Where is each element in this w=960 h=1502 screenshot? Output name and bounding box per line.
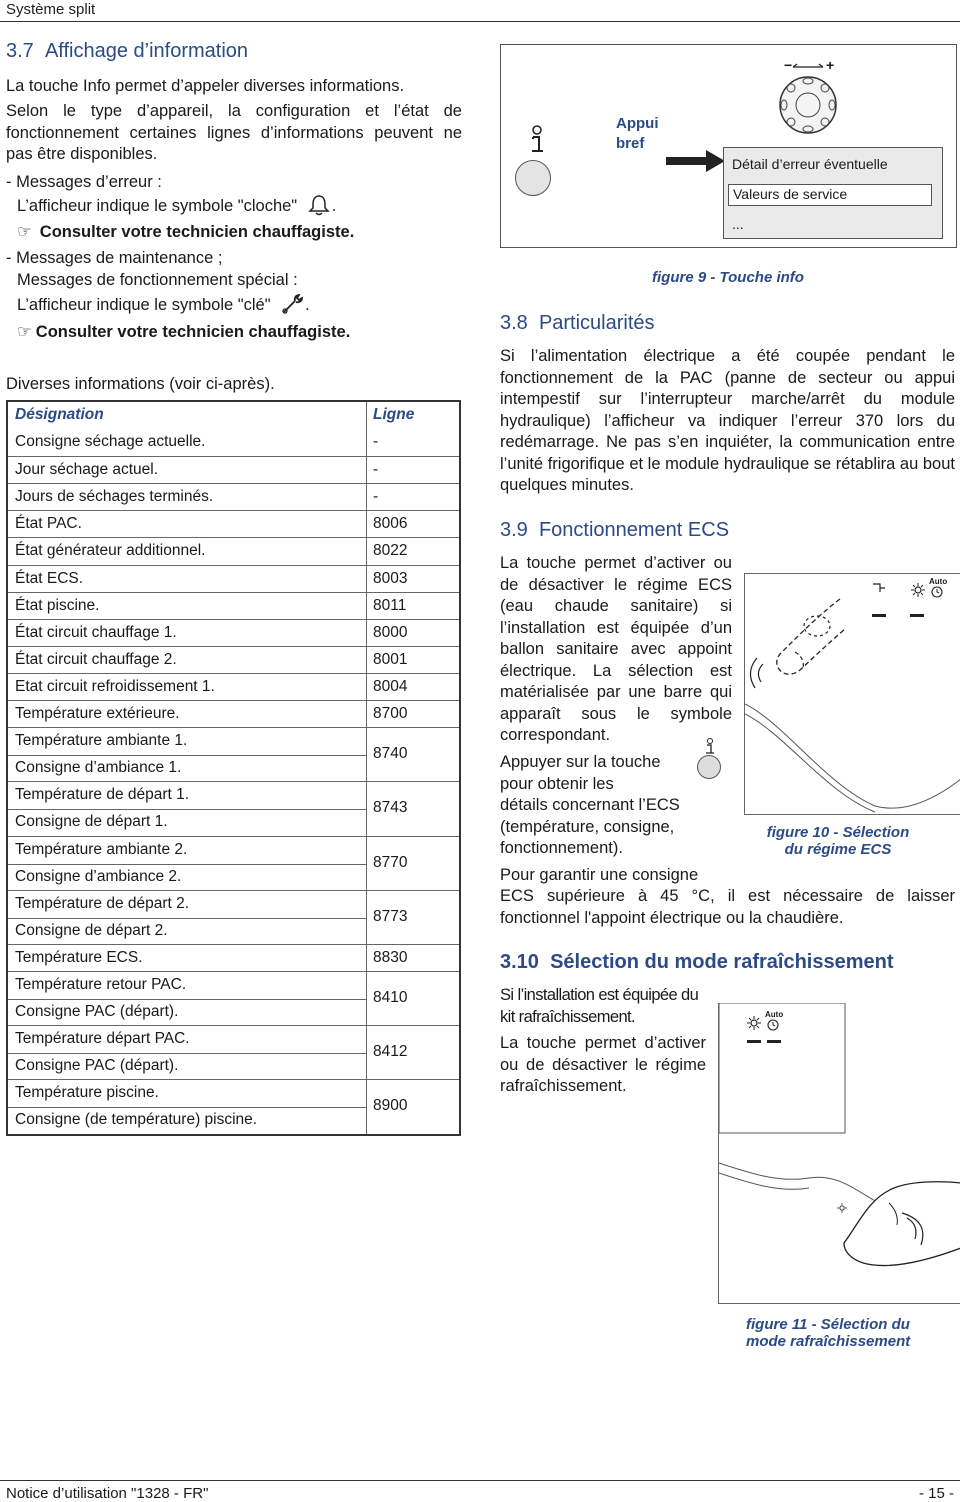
auto-label: Auto: [765, 1010, 784, 1019]
row-designation: Température ECS.: [15, 948, 143, 966]
row-line: 8773: [373, 907, 408, 925]
column-divider: [366, 538, 367, 564]
table-row: [8, 592, 459, 619]
consult-note-2: [17, 322, 350, 344]
section-3-8-heading: [500, 312, 655, 335]
row-line: 8743: [373, 799, 408, 817]
error-desc-end: .: [331, 197, 337, 215]
info-button[interactable]: [697, 755, 721, 779]
table-row-pair: [8, 781, 459, 835]
section-3-9-body-2d: (température, consigne,: [500, 818, 675, 836]
consult-text-1: Consulter votre technicien chauffagiste.: [39, 223, 355, 241]
section-3-7-heading: [6, 40, 248, 63]
row-designation: État circuit chauffage 2.: [15, 650, 177, 668]
figure-11-cooling-selection: [718, 1003, 960, 1304]
page-number: - 15 -: [918, 1485, 954, 1502]
section-3-9-body-3a: Pour garantir une consigne: [500, 866, 699, 884]
table-row-pair: [8, 1079, 459, 1133]
info-icon: [703, 738, 717, 756]
figure-11-caption: [746, 1316, 926, 1350]
table-row-pair: [8, 971, 459, 1025]
arrow-right-icon: [666, 149, 726, 173]
figure-9-touche-info: [500, 44, 957, 248]
column-divider: [366, 1026, 367, 1079]
table-row: [8, 565, 459, 592]
column-divider: [366, 566, 367, 592]
figure-10-ecs-selection: [744, 573, 960, 815]
row-designation: Consigne de départ 1.: [15, 813, 168, 831]
row-designation: Consigne séchage actuelle.: [15, 433, 206, 451]
section-3-9-body-2a: Appuyer sur la touche: [500, 753, 661, 771]
section-number: 3.8: [500, 312, 528, 334]
section-3-9-body-1: La touche permet d’activer ou de désactiver le régime ECS (eau chaude sanitaire) si l’installation est équipée d’un ballon sanitaire avec appoint électrique. La sélection est matérialisée par une barre qui apparaît sous le symbole correspondant.: [500, 554, 732, 744]
info-icon: [526, 125, 548, 155]
section-3-9-heading: [500, 519, 729, 542]
table-row: [8, 510, 459, 537]
row-line: 8011: [373, 596, 407, 614]
diverses-informations: Diverses informations (voir ci-après).: [6, 375, 275, 393]
caption-line: figure 11 - Sélection du: [746, 1316, 910, 1333]
column-divider: [366, 511, 367, 537]
table-row: [8, 646, 459, 673]
row-divider: [8, 999, 366, 1000]
row-line: 8900: [373, 1097, 408, 1115]
figure-9-caption: figure 9 - Touche info: [652, 269, 804, 286]
column-divider: [366, 457, 367, 483]
row-designation: Température départ PAC.: [15, 1030, 190, 1048]
row-designation: État PAC.: [15, 515, 82, 533]
section-3-9-body-2b: pour obtenir les: [500, 775, 614, 793]
page-header-title: Système split: [6, 1, 96, 18]
column-divider: [366, 701, 367, 727]
row-line: 8410: [373, 988, 408, 1006]
error-messages-label: - Messages d’erreur :: [6, 173, 162, 191]
table-row-pair: [8, 890, 459, 944]
row-line: -: [373, 433, 379, 451]
column-divider: [366, 647, 367, 673]
row-divider: [8, 1053, 366, 1054]
finger-press-illustration: [745, 574, 960, 814]
row-line: 8022: [373, 542, 408, 560]
row-designation: Jour séchage actuel.: [15, 461, 159, 479]
section-title: Particularités: [538, 312, 655, 334]
row-designation: Jours de séchages terminés.: [15, 488, 214, 506]
row-designation: État circuit chauffage 1.: [15, 623, 177, 641]
menu-item-service-values: Valeurs de service: [733, 186, 848, 202]
table-row-pair: [8, 1025, 459, 1079]
header-ligne: Ligne: [373, 406, 415, 423]
column-divider: [366, 891, 367, 944]
column-divider: [366, 945, 367, 971]
bref-label: bref: [616, 135, 645, 152]
row-designation: Température ambiante 2.: [15, 840, 188, 858]
maintenance-desc: [17, 292, 310, 317]
row-designation: Consigne (de température) piscine.: [15, 1111, 258, 1129]
intro-text-1: La touche Info permet d’appeler diverses informations.: [6, 77, 405, 95]
row-designation: Température de départ 2.: [15, 894, 190, 912]
caption-line: figure 10 - Sélection: [766, 824, 910, 841]
appui-label: Appui: [616, 115, 659, 132]
row-designation: Consigne PAC (départ).: [15, 1002, 179, 1020]
section-title: Fonctionnement ECS: [538, 519, 730, 541]
column-divider: [366, 484, 367, 510]
section-number: 3.7: [6, 40, 34, 62]
row-line: 8004: [373, 677, 408, 695]
rotary-knob-icon[interactable]: [773, 57, 843, 137]
table-row: [8, 673, 459, 700]
pointing-hand-icon: ☞: [17, 323, 32, 341]
display-menu-panel: [723, 147, 943, 239]
section-3-10-body-1: Si l’installation est équipée du kit rafraîchissement.: [500, 986, 699, 1026]
row-divider: [8, 1107, 366, 1108]
table-row: [8, 619, 459, 646]
footer-left-text: Notice d’utilisation "1328 - FR": [6, 1485, 209, 1502]
finger-press-illustration: [719, 1003, 960, 1303]
section-number: 3.10: [500, 951, 539, 973]
table-row: [8, 483, 459, 510]
column-divider: [366, 429, 367, 456]
menu-item-error-detail: Détail d’erreur éventuelle: [732, 156, 888, 172]
row-designation: État générateur additionnel.: [15, 542, 206, 560]
row-designation: Etat circuit refroidissement 1.: [15, 677, 215, 695]
column-divider: [366, 728, 367, 781]
row-designation: Consigne d’ambiance 2.: [15, 867, 182, 885]
maintenance-label: - Messages de maintenance ;: [6, 249, 223, 267]
row-designation: Température de départ 1.: [15, 786, 190, 804]
row-designation: Température piscine.: [15, 1084, 159, 1102]
row-designation: Consigne d’ambiance 1.: [15, 759, 182, 777]
maintenance-desc-text: L’afficheur indique le symbole "clé": [17, 296, 271, 314]
row-line: -: [373, 461, 379, 479]
row-line: 8770: [373, 853, 408, 871]
row-designation: Consigne PAC (départ).: [15, 1057, 179, 1075]
auto-label: Auto: [929, 577, 948, 586]
row-designation: Température retour PAC.: [15, 975, 187, 993]
row-line: -: [373, 488, 379, 506]
section-title: Sélection du mode rafraîchissement: [550, 951, 894, 973]
row-line: 8412: [373, 1043, 408, 1061]
row-designation: Température ambiante 1.: [15, 732, 188, 750]
menu-item-service-values-selected[interactable]: [728, 184, 932, 206]
row-line: 8001: [373, 650, 408, 668]
column-divider: [366, 837, 367, 890]
maintenance-desc-end: .: [305, 296, 310, 314]
row-designation: État piscine.: [15, 596, 100, 614]
column-divider: [366, 1080, 367, 1133]
information-lines-table: [6, 400, 461, 1136]
column-divider: [366, 782, 367, 835]
column-divider: [366, 402, 367, 429]
column-divider: [366, 593, 367, 619]
table-row: [8, 944, 459, 971]
row-line: 8700: [373, 705, 408, 723]
section-3-8-body: Si l’alimentation électrique a été coupée pendant le fonctionnement de la PAC (panne de secteur ou appui intempestif sur l’interrupteur marche/arrêt du module hydraulique) l’afficheur va indiquer l’erreur 370 lors du redémarrage. Ne pas s’en inquiéter, la communication entre l’unité frigorifique et le module hydraulique se rétablira au bout quelques minutes.: [500, 347, 955, 494]
table-row-pair: [8, 836, 459, 890]
wrench-icon: [279, 292, 305, 316]
section-3-10-heading: [500, 951, 894, 974]
knob-plus-label: +: [826, 57, 835, 73]
row-line: 8006: [373, 515, 408, 533]
row-divider: [8, 809, 366, 810]
table-row-pair: [8, 727, 459, 781]
table-row: [8, 456, 459, 483]
consult-text-2: Consulter votre technicien chauffagiste.: [35, 323, 351, 341]
table-row: [8, 537, 459, 564]
row-designation: Température extérieure.: [15, 705, 180, 723]
pointing-hand-icon: ☞: [17, 223, 32, 241]
error-messages-desc: [17, 193, 336, 218]
table-header-row: [8, 402, 459, 429]
section-3-9-body-3b: ECS supérieure à 45 °C, il est nécessaire de laisser fonctionnel l'appoint électrique ou la chaudière.: [500, 887, 955, 927]
menu-item-more: ...: [732, 216, 744, 232]
section-3-10-body-2: La touche permet d’activer ou de désactiver le régime rafraîchissement.: [500, 1034, 706, 1095]
error-desc-text: L’afficheur indique le symbole "cloche": [17, 197, 298, 215]
row-divider: [8, 755, 366, 756]
section-3-9-body-2c: détails concernant l’ECS: [500, 796, 680, 814]
column-divider: [366, 972, 367, 1025]
caption-line: du régime ECS: [784, 841, 892, 858]
table-row: [8, 429, 459, 456]
header-designation: Désignation: [15, 406, 104, 423]
footer-rule: [0, 1480, 960, 1481]
figure-10-caption: [748, 824, 928, 858]
row-designation: État ECS.: [15, 569, 84, 587]
section-number: 3.9: [500, 519, 528, 541]
section-3-9-body-2e: fonctionnement).: [500, 839, 623, 857]
sun-icon: [837, 1203, 847, 1213]
row-line: 8830: [373, 948, 408, 966]
row-divider: [8, 918, 366, 919]
table-row: [8, 700, 459, 727]
row-line: 8003: [373, 569, 408, 587]
knob-minus-label: −: [784, 57, 793, 73]
row-divider: [8, 864, 366, 865]
row-designation: Consigne de départ 2.: [15, 921, 168, 939]
column-divider: [366, 674, 367, 700]
caption-line: mode rafraîchissement: [746, 1333, 911, 1350]
column-divider: [366, 620, 367, 646]
intro-text-2: Selon le type d’appareil, la configuration et l’état de fonctionnement certaines lignes d’informations peuvent ne pas être disponibles.: [6, 102, 462, 163]
consult-note-1: [17, 222, 354, 244]
section-title: Affichage d’information: [44, 40, 249, 62]
maintenance-special: Messages de fonctionnement spécial :: [17, 271, 298, 289]
bell-icon: [306, 193, 332, 217]
header-rule: [0, 21, 960, 22]
info-button[interactable]: [515, 160, 551, 196]
row-line: 8740: [373, 745, 408, 763]
row-line: 8000: [373, 623, 408, 641]
